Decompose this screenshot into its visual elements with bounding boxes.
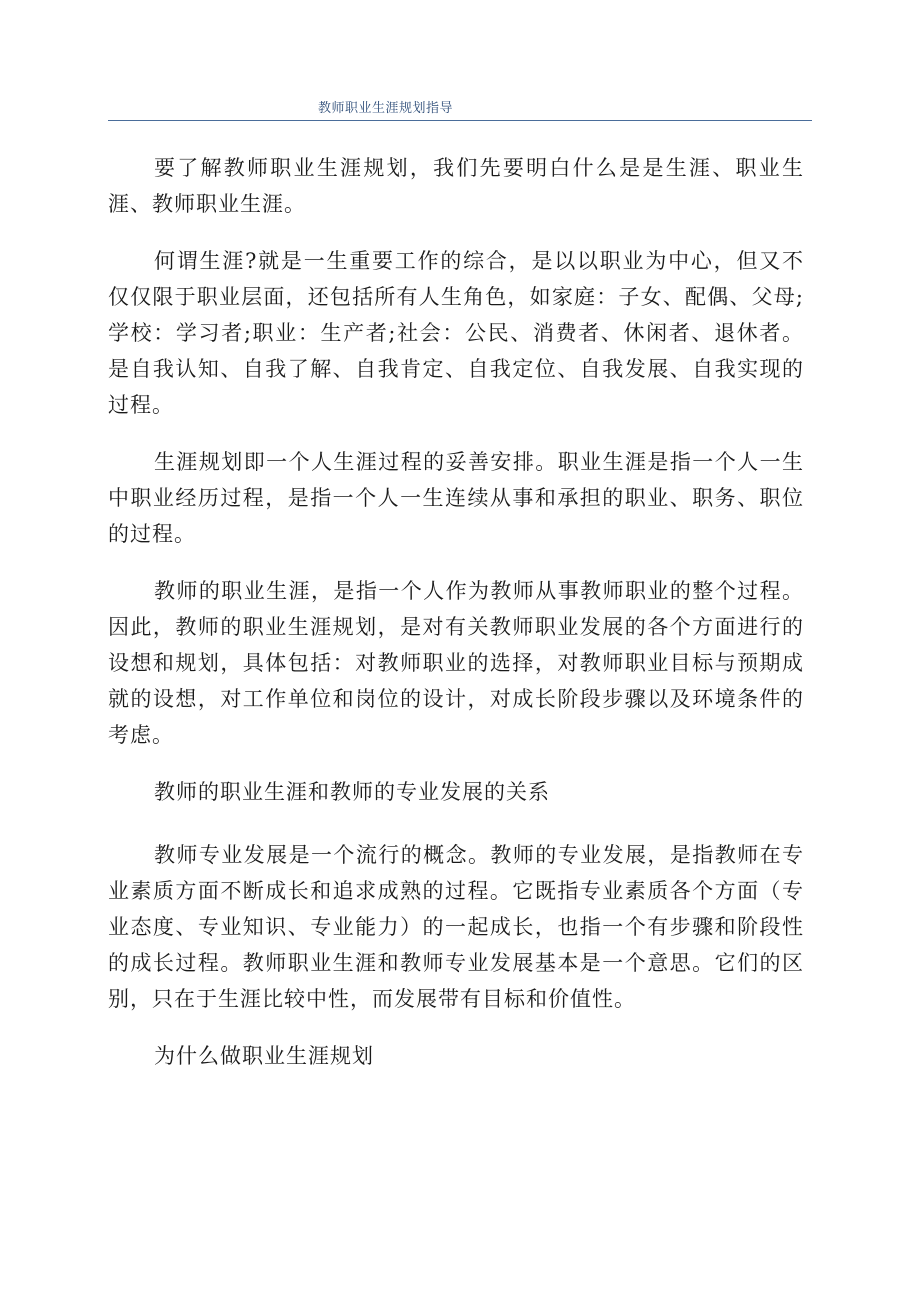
paragraph-career-planning: 生涯规划即一个人生涯过程的妥善安排。职业生涯是指一个人一生中职业经历过程，是指一个人一生连续从事和承担的职业、职务、职位的过程。 — [108, 450, 804, 546]
page-header — [108, 100, 812, 121]
paragraph-professional-development: 教师专业发展是一个流行的概念。教师的专业发展，是指教师在专业素质方面不断成长和追求成熟的过程。它既指专业素质各个方面（专业态度、专业知识、专业能力）的一起成长，也指一个有步骤和阶段性的成长过程。教师职业生涯和教师专业发展基本是一个意思。它们的区别，只在于生涯比较中性，而发展带有目标和价值性。 — [108, 843, 804, 1011]
section-heading-why-plan: 为什么做职业生涯规划 — [154, 1044, 374, 1068]
paragraph-teacher-career: 教师的职业生涯，是指一个人作为教师从事教师职业的整个过程。因此，教师的职业生涯规划，是对有关教师职业发展的各个方面进行的设想和规划，具体包括：对教师职业的选择，对教师职业目标与预期成就的设想，对工作单位和岗位的设计，对成长阶段步骤以及环境条件的考虑。 — [108, 579, 804, 747]
document-body — [108, 150, 804, 1101]
paragraph-intro: 要了解教师职业生涯规划，我们先要明白什么是是生涯、职业生涯、教师职业生涯。 — [108, 156, 804, 216]
paragraph-career-definition: 何谓生涯?就是一生重要工作的综合，是以以职业为中心，但又不仅仅限于职业层面，还包括所有人生角色，如家庭：子女、配偶、父母;学校：学习者;职业：生产者;社会：公民、消费者、休闲者、退休者。是自我认知、自我了解、自我肯定、自我定位、自我发展、自我实现的过程。 — [108, 249, 804, 417]
header-title: 教师职业生涯规划指导 — [318, 101, 454, 116]
section-heading-relationship: 教师的职业生涯和教师的专业发展的关系 — [154, 780, 550, 804]
